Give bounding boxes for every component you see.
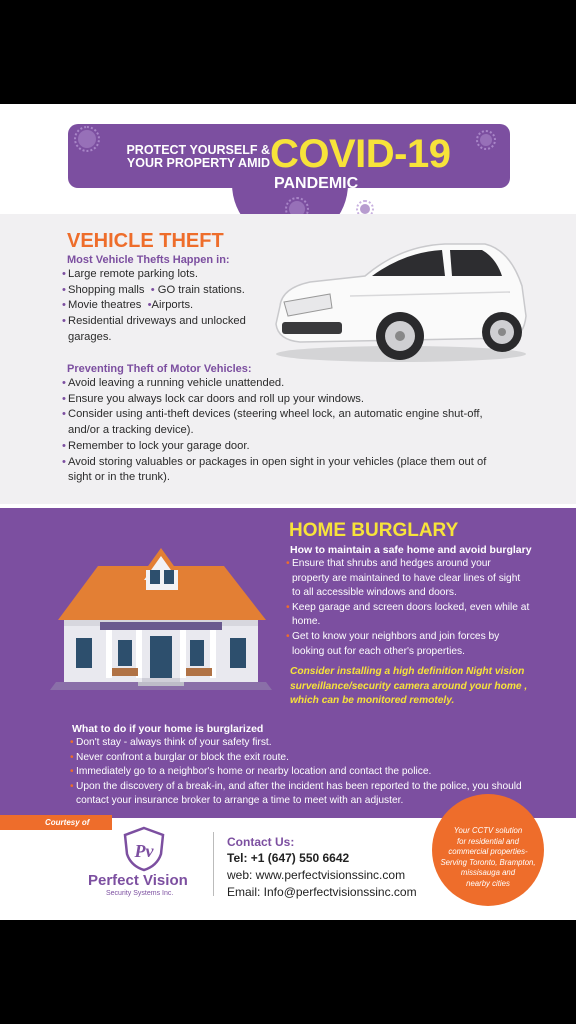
prevent-heading: Preventing Theft of Motor Vehicles: <box>67 363 252 375</box>
list-item: • Ensure you always lock car doors and roll up your windows. <box>62 392 522 408</box>
prevent-list <box>62 376 522 486</box>
list-item: • Avoid leaving a running vehicle unattended. <box>62 376 522 392</box>
camera-callout <box>290 665 540 709</box>
badge-line: nearby cities <box>466 878 510 888</box>
list-item: • Upon the discovery of a break-in, and after the incident has been reported to the police, you should contact your insurance broker to arrange a time to meet with an adjuster. <box>71 780 541 809</box>
list-item: • Shopping malls • GO train stations. <box>62 283 272 299</box>
shield-logo-icon <box>121 826 167 872</box>
list-item: • Immediately go to a neighbor's home or nearby location and contact the police. <box>71 765 541 780</box>
list-item: • Never confront a burglar or block the exit route. <box>71 751 541 766</box>
flyer-page <box>0 104 576 920</box>
covid-title: COVID-19 <box>270 132 451 176</box>
list-item: • Keep garage and screen doors locked, even while at home. <box>287 601 547 630</box>
vehicle-title: VEHICLE THEFT <box>67 230 224 252</box>
happen-heading: Most Vehicle Thefts Happen in: <box>67 254 230 266</box>
header-text <box>100 144 270 170</box>
badge-line: Your CCTV solution <box>453 826 523 835</box>
car-image <box>270 236 532 366</box>
list-item: • Residential driveways and unlocked garages. <box>62 314 272 345</box>
website-link[interactable]: web: www.perfectvisionssinc.com <box>227 868 406 882</box>
list-item: • Remember to lock your garage door. <box>62 439 522 455</box>
virus-icon <box>78 130 96 148</box>
badge-line: Serving Toronto, Brampton, <box>440 857 536 867</box>
contact-title: Contact Us: <box>227 835 295 849</box>
callout-line: Consider installing a high definition Night vision <box>290 666 525 677</box>
list-item: • Get to know your neighbors and join forces by looking out for each other's properties. <box>287 630 547 659</box>
list-item: • Don't stay - always think of your safety first. <box>71 736 541 751</box>
burglary-subtitle: How to maintain a safe home and avoid burglary <box>290 544 532 556</box>
list-item: • Movie theatres •Airports. <box>62 298 272 314</box>
phone-link[interactable]: Tel: +1 (647) 550 6642 <box>227 851 350 865</box>
badge-line: missisauga and <box>460 868 516 877</box>
callout-line: which can be monitored remotely. <box>290 695 455 707</box>
courtesy-label: Courtesy of <box>0 815 112 830</box>
happen-list <box>62 267 272 346</box>
list-item: • Consider using anti-theft devices (steering wheel lock, an automatic engine shut-off, and/or a tracking device). <box>62 407 522 438</box>
logo-letters: Pv <box>134 841 154 861</box>
what-heading: What to do if your home is burglarized <box>72 723 264 735</box>
burglary-tips <box>287 557 547 659</box>
badge-line: commercial properties- <box>448 847 528 856</box>
pandemic-title: PANDEMIC <box>274 175 359 192</box>
virus-icon <box>480 134 492 146</box>
brand-name: Perfect Vision <box>88 872 188 889</box>
footer-divider <box>213 832 214 896</box>
list-item: • Ensure that shrubs and hedges around your property are maintained to have clear lines of sight to all accessible windows and doors. <box>287 557 547 601</box>
list-item: • Avoid storing valuables or packages in open sight in your vehicles (place them out of sight or in the trunk). <box>62 455 522 486</box>
badge-line: for residential and <box>457 836 519 846</box>
house-image <box>40 540 282 700</box>
virus-icon <box>360 204 370 214</box>
list-item: • Large remote parking lots. <box>62 267 272 283</box>
header-line: YOUR PROPERTY AMID <box>126 156 270 170</box>
brand-subtitle: Security Systems Inc. <box>106 890 174 897</box>
promo-badge-text <box>440 826 536 889</box>
email-link[interactable]: Email: Info@perfectvisionssinc.com <box>227 885 417 899</box>
header-line: PROTECT YOURSELF & <box>126 143 270 157</box>
callout-line: surveillance/security camera around your home , <box>290 680 528 692</box>
burglary-title: HOME BURGLARY <box>289 520 459 541</box>
